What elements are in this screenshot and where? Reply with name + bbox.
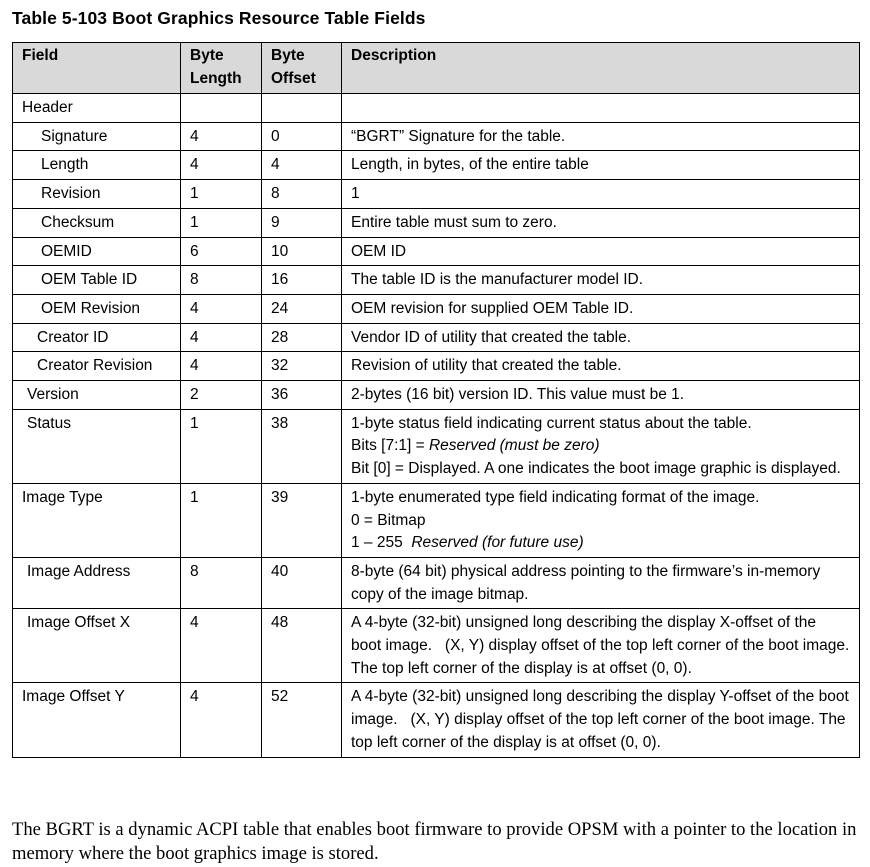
table-row <box>13 94 860 123</box>
offset-cell: 8 <box>262 180 342 209</box>
field-cell: Signature <box>13 122 181 151</box>
offset-cell: 38 <box>262 409 342 483</box>
offset-cell: 16 <box>262 266 342 295</box>
table-row <box>13 381 860 410</box>
table-row <box>13 323 860 352</box>
field-cell: Image Offset Y <box>13 683 181 757</box>
length-cell: 2 <box>181 381 262 410</box>
length-cell: 1 <box>181 483 262 557</box>
field-cell: Status <box>13 409 181 483</box>
field-cell: OEM Table ID <box>13 266 181 295</box>
table-header-row <box>13 43 860 94</box>
offset-cell: 4 <box>262 151 342 180</box>
description-cell <box>342 94 860 123</box>
description-cell: 1-byte status field indicating current status about the table. Bits [7:1] = Reserved (must be zero) Bit [0] = Displayed. A one indicates the boot image graphic is displayed. <box>342 409 860 483</box>
table-row <box>13 483 860 557</box>
description-cell: The table ID is the manufacturer model ID. <box>342 266 860 295</box>
table-row <box>13 352 860 381</box>
offset-cell: 9 <box>262 208 342 237</box>
table-row <box>13 208 860 237</box>
header-field: Field <box>13 43 181 94</box>
description-cell: A 4-byte (32-bit) unsigned long describing the display Y-offset of the boot image. (X, Y) display offset of the top left corner of the boot image. The top left corner of the display is at offset (0, 0). <box>342 683 860 757</box>
table-row <box>13 409 860 483</box>
offset-cell: 0 <box>262 122 342 151</box>
length-cell: 8 <box>181 266 262 295</box>
table-row <box>13 294 860 323</box>
offset-cell: 24 <box>262 294 342 323</box>
description-cell: Entire table must sum to zero. <box>342 208 860 237</box>
offset-cell: 10 <box>262 237 342 266</box>
description-cell: 8-byte (64 bit) physical address pointing to the firmware’s in-memory copy of the image bitmap. <box>342 557 860 608</box>
description-cell: OEM ID <box>342 237 860 266</box>
field-cell: Image Address <box>13 557 181 608</box>
field-cell: Image Offset X <box>13 609 181 683</box>
field-cell: Creator ID <box>13 323 181 352</box>
length-cell: 4 <box>181 151 262 180</box>
header-byte-offset: Byte Offset <box>262 43 342 94</box>
length-cell: 4 <box>181 683 262 757</box>
length-cell: 4 <box>181 294 262 323</box>
offset-cell: 48 <box>262 609 342 683</box>
table-caption: Table 5-103 Boot Graphics Resource Table Fields <box>12 8 426 28</box>
length-cell: 4 <box>181 352 262 381</box>
description-cell: Vendor ID of utility that created the table. <box>342 323 860 352</box>
description-cell: Revision of utility that created the table. <box>342 352 860 381</box>
table-row <box>13 151 860 180</box>
field-cell: Image Type <box>13 483 181 557</box>
header-byte-length: Byte Length <box>181 43 262 94</box>
offset-cell: 36 <box>262 381 342 410</box>
description-cell: 2-bytes (16 bit) version ID. This value must be 1. <box>342 381 860 410</box>
length-cell: 4 <box>181 609 262 683</box>
length-cell: 1 <box>181 409 262 483</box>
length-cell <box>181 94 262 123</box>
table-row <box>13 266 860 295</box>
length-cell: 1 <box>181 180 262 209</box>
field-cell: Version <box>13 381 181 410</box>
table-row <box>13 557 860 608</box>
field-cell: OEM Revision <box>13 294 181 323</box>
field-cell: Checksum <box>13 208 181 237</box>
length-cell: 1 <box>181 208 262 237</box>
description-cell: 1 <box>342 180 860 209</box>
length-cell: 4 <box>181 122 262 151</box>
table-row <box>13 180 860 209</box>
field-cell: OEMID <box>13 237 181 266</box>
bgrt-fields-table <box>12 42 860 758</box>
offset-cell: 32 <box>262 352 342 381</box>
description-cell: 1-byte enumerated type field indicating format of the image. 0 = Bitmap 1 – 255 Reserved (for future use) <box>342 483 860 557</box>
offset-cell: 39 <box>262 483 342 557</box>
offset-cell: 52 <box>262 683 342 757</box>
length-cell: 8 <box>181 557 262 608</box>
offset-cell: 40 <box>262 557 342 608</box>
field-cell: Creator Revision <box>13 352 181 381</box>
offset-cell <box>262 94 342 123</box>
table-row <box>13 683 860 757</box>
table-row <box>13 609 860 683</box>
description-cell: A 4-byte (32-bit) unsigned long describing the display X-offset of the boot image. (X, Y) display offset of the top left corner of the boot image. The top left corner of the display is at offset (0, 0). <box>342 609 860 683</box>
table-row <box>13 122 860 151</box>
description-cell: “BGRT” Signature for the table. <box>342 122 860 151</box>
table-row <box>13 237 860 266</box>
field-cell: Revision <box>13 180 181 209</box>
length-cell: 6 <box>181 237 262 266</box>
body-paragraph: The BGRT is a dynamic ACPI table that enables boot firmware to provide OPSM with a pointer to the location in memory where the boot graphics image is stored. <box>12 819 857 864</box>
offset-cell: 28 <box>262 323 342 352</box>
header-description: Description <box>342 43 860 94</box>
description-cell: Length, in bytes, of the entire table <box>342 151 860 180</box>
field-cell: Header <box>13 94 181 123</box>
field-cell: Length <box>13 151 181 180</box>
length-cell: 4 <box>181 323 262 352</box>
description-cell: OEM revision for supplied OEM Table ID. <box>342 294 860 323</box>
